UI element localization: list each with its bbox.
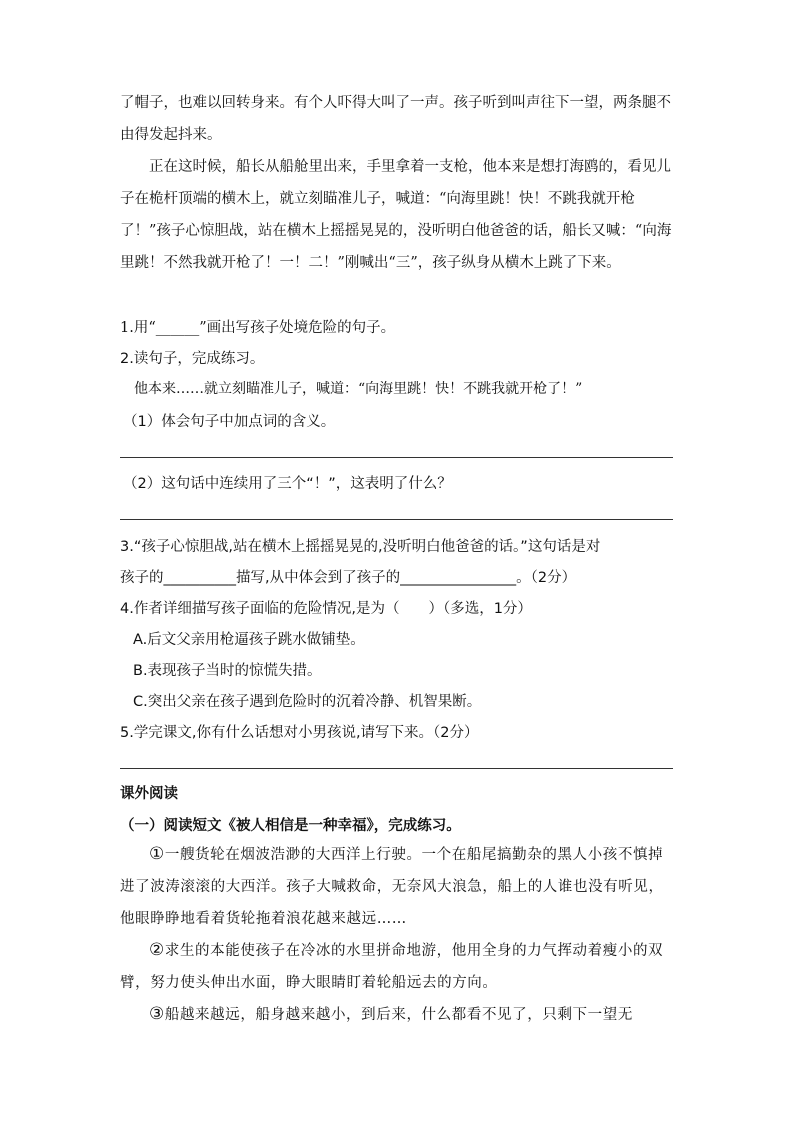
extra-paragraph-2 [120,934,676,999]
question-1: 1.用“______”画出写孩子处境危险的句子。 [120,320,396,336]
question-2-1: （1）体会句子中加点词的含义。 [123,414,336,430]
section-subheading: （一）阅读短文《被人相信是一种幸福》，完成练习。 [120,818,461,834]
question-4: 4.作者详细描写孩子面临的危险情况,是为（ ）（多选，1分） [120,601,532,617]
paragraph-text: 求生的本能使孩子在冷冰的水里拼命地游，他用全身的力气挥动着瘦小的双臂，努力使头伸出水面，睁大眼睛盯着轮船远去的方向。 [120,943,664,991]
question-2-2: （2）这句话中连续用了三个“！”，这表明了什么？ [123,476,452,492]
question-3-line-1: 3.“孩子心惊胆战,站在横木上摇摇晃晃的,没听明白他爸爸的话。”这句话是对 [120,539,601,555]
paragraph-number: ② [149,940,165,960]
question-5: 5.学完课文,你有什么话想对小男孩说,请写下来。（2分） [120,725,479,741]
question-4-option-b: B.表现孩子当时的惊慌失措。 [133,663,322,679]
question-3-line-2: 孩子的__________描写,从中体会到了孩子的________________。（2分） [120,570,577,586]
extra-paragraph-1 [120,838,676,935]
answer-line [120,519,673,520]
paragraph-number: ③ [149,1004,165,1024]
question-4-option-c: C.突出父亲在孩子遇到危险时的沉着冷静、机智果断。 [133,694,482,710]
passage-paragraph-2: 正在这时候，船长从船舱里出来，手里拿着一支枪，他本来是想打海鸥的，看见儿子在桅杆顶端的横木上，就立刻瞄准儿子，喊道：“向海里跳！快！不跳我就开枪了！”孩子心惊胆战，站在横木上摇摇晃晃的，没听明白他爸爸的话，船长又喊：“向海里跳！不然我就开枪了！一！二！”刚喊出“三”，孩子纵身从横木上跳了下来。 [120,159,672,271]
section-heading: 课外阅读 [120,786,178,802]
answer-line [120,457,673,458]
extra-paragraph-3 [120,998,676,1031]
passage-paragraph-1: 了帽子，也难以回转身来。有个人吓得大叫了一声。孩子听到叫声往下一望，两条腿不由得发起抖来。 [120,95,671,143]
answer-line [120,768,673,769]
paragraph-text: 船越来越远，船身越来越小，到后来，什么都看不见了，只剩下一望无 [164,1007,633,1023]
paragraph-text: 一艘货轮在烟波浩渺的大西洋上行驶。一个在船尾搞勤杂的黑人小孩不慎掉进了波涛滚滚的大西洋。孩子大喊救命，无奈风大浪急，船上的人谁也没有听见，他眼睁睁地看着货轮拖着浪花越来越远…… [120,847,664,927]
question-2-quote: 他本来……就立刻瞄准儿子，喊道：“向海里跳！快！不跳我就开枪了！” [134,381,583,397]
question-2: 2.读句子，完成练习。 [120,351,265,367]
paragraph-number: ① [149,844,165,864]
question-4-option-a: A.后文父亲用枪逼孩子跳水做铺垫。 [133,632,365,648]
